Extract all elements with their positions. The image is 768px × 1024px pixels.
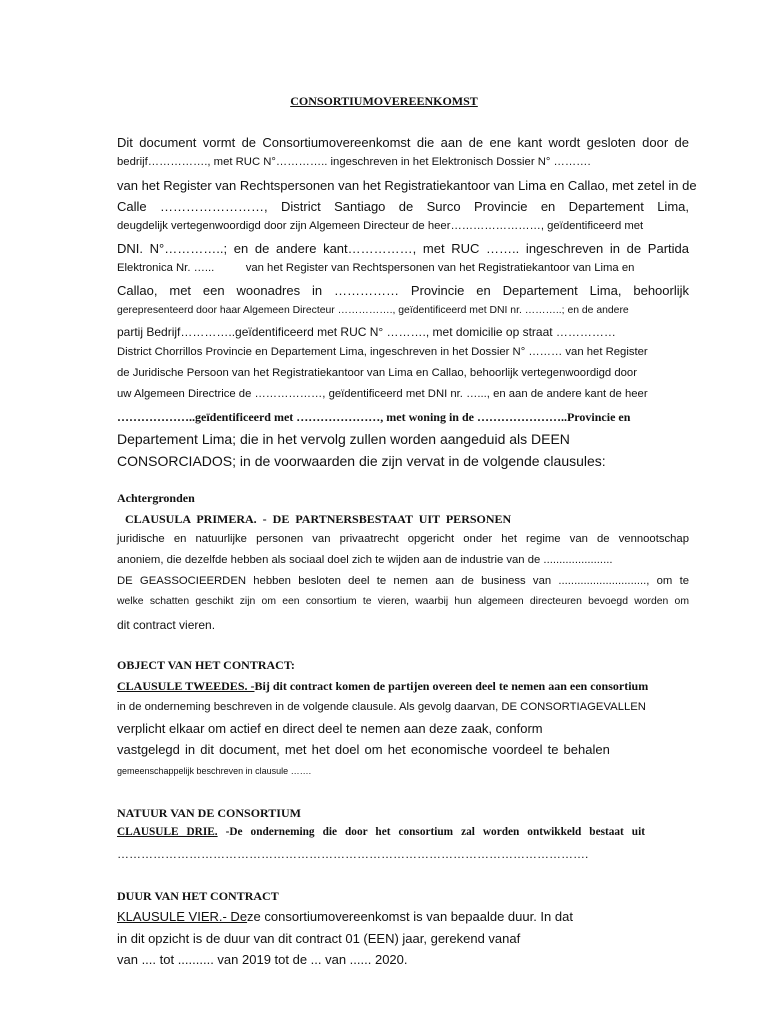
intro-line: de Juridische Persoon van het Registratiekantoor van Lima en Callao, behoorlijk vertegenwoordigd door <box>117 367 637 379</box>
clause-line: juridische en natuurlijke personen van privaatrecht opgericht onder het regime van de vennootschap <box>117 533 689 545</box>
clause-line: in de onderneming beschreven in de volgende clausule. Als gevolg daarvan, DE CONSORTIAGEVALLEN <box>117 701 646 713</box>
section-heading: NATUUR VAN DE CONSORTIUM <box>117 806 301 820</box>
intro-line: DNI. N°…………..; en de andere kant……………, met RUC …….. ingeschreven in de Partida <box>117 241 689 256</box>
dotted-line: ………………………………………………………………………………………………………. <box>117 847 589 861</box>
clause-label: KLAUSULE VIER.- De <box>117 909 248 924</box>
intro-line: partij Bedrijf…………..geïdentificeerd met RUC N° ………., met domicilie op straat …………… <box>117 325 616 339</box>
document-title: CONSORTIUMOVEREENKOMST <box>290 94 478 108</box>
intro-line: Dit document vormt de Consortiumovereenkomst die aan de ene kant wordt gesloten door de <box>117 135 689 150</box>
clause-label: CLAUSULE DRIE. <box>117 826 218 838</box>
intro-line: gerepresenteerd door haar Algemeen Directeur ……………., geïdentificeerd met DNI nr. ………..; en de andere <box>117 305 629 316</box>
clause-line: verplicht elkaar om actief en direct deel te nemen aan deze zaak, conform <box>117 721 543 736</box>
clause-text: -De onderneming die door het consortium zal worden ontwikkeld bestaat uit <box>217 826 645 838</box>
clause-title <box>117 826 645 838</box>
clause-line: vastgelegd in dit document, met het doel om het economische voordeel te behalen <box>117 742 610 757</box>
clause-title: CLAUSULA PRIMERA. - DE PARTNERSBESTAAT UIT PERSONEN <box>125 512 512 526</box>
intro-line: bedrijf……………., met RUC N°………….. ingeschreven in het Elektronisch Dossier N° ………. <box>117 156 591 168</box>
clause-title <box>117 679 648 694</box>
clause-line: van .... tot .......... van 2019 tot de ... van ...... 2020. <box>117 952 408 967</box>
intro-line: CONSORCIADOS; in de voorwaarden die zijn vervat in de volgende clausules: <box>117 453 606 469</box>
clause-title <box>117 909 573 924</box>
clause-line: DE GEASSOCIEERDEN hebben besloten deel te nemen aan de business van ............................, om te <box>117 575 689 587</box>
section-heading: Achtergronden <box>117 491 195 505</box>
section-heading: DUUR VAN HET CONTRACT <box>117 889 279 903</box>
intro-line: Callao, met een woonadres in …………… Provincie en Departement Lima, behoorlijk <box>117 283 689 298</box>
intro-line: District Chorrillos Provincie en Departement Lima, ingeschreven in het Dossier N° ……… van het Register <box>117 346 648 358</box>
clause-text: ze consortiumovereenkomst is van bepaalde duur. In dat <box>247 909 573 924</box>
clause-label: CLAUSULE TWEEDES. - <box>117 679 255 693</box>
clause-line: welke schatten geschikt zijn om een consortium te vieren, waarbij hun algemeen directeuren bevoegd worden om <box>117 596 689 607</box>
clause-line: dit contract vieren. <box>117 618 216 632</box>
intro-line: uw Algemeen Directrice de ………………, geïdentificeerd met DNI nr. …..., en aan de andere kant de heer <box>117 388 648 400</box>
intro-line: Calle ……………………, District Santiago de Surco Provincie en Departement Lima, <box>117 199 689 214</box>
clause-line: anoniem, die dezelfde hebben als sociaal doel zich te wijden aan de industrie van de ...................... <box>117 554 613 566</box>
section-heading: OBJECT VAN HET CONTRACT: <box>117 658 295 672</box>
intro-line: van het Register van Rechtspersonen van het Registratiekantoor van Lima en Callao, met zetel in de <box>117 178 697 193</box>
clause-text: Bij dit contract komen de partijen overeen deel te nemen aan een consortium <box>254 679 649 693</box>
intro-line: Elektronica Nr. …... van het Register van Rechtspersonen van het Registratiekantoor van Lima en <box>117 262 635 274</box>
clause-line: gemeenschappelijk beschreven in clausule ……. <box>117 766 312 776</box>
intro-line: deugdelijk vertegenwoordigd door zijn Algemeen Directeur de heer……………………, geïdentificeerd met <box>117 220 644 232</box>
intro-line: Departement Lima; die in het vervolg zullen worden aangeduid als DEEN <box>117 431 570 447</box>
clause-line: in dit opzicht is de duur van dit contract 01 (EEN) jaar, gerekend vanaf <box>117 931 521 946</box>
intro-line: ………………..geïdentificeerd met …………………, met woning in de …………………..Provincie en <box>117 410 631 424</box>
